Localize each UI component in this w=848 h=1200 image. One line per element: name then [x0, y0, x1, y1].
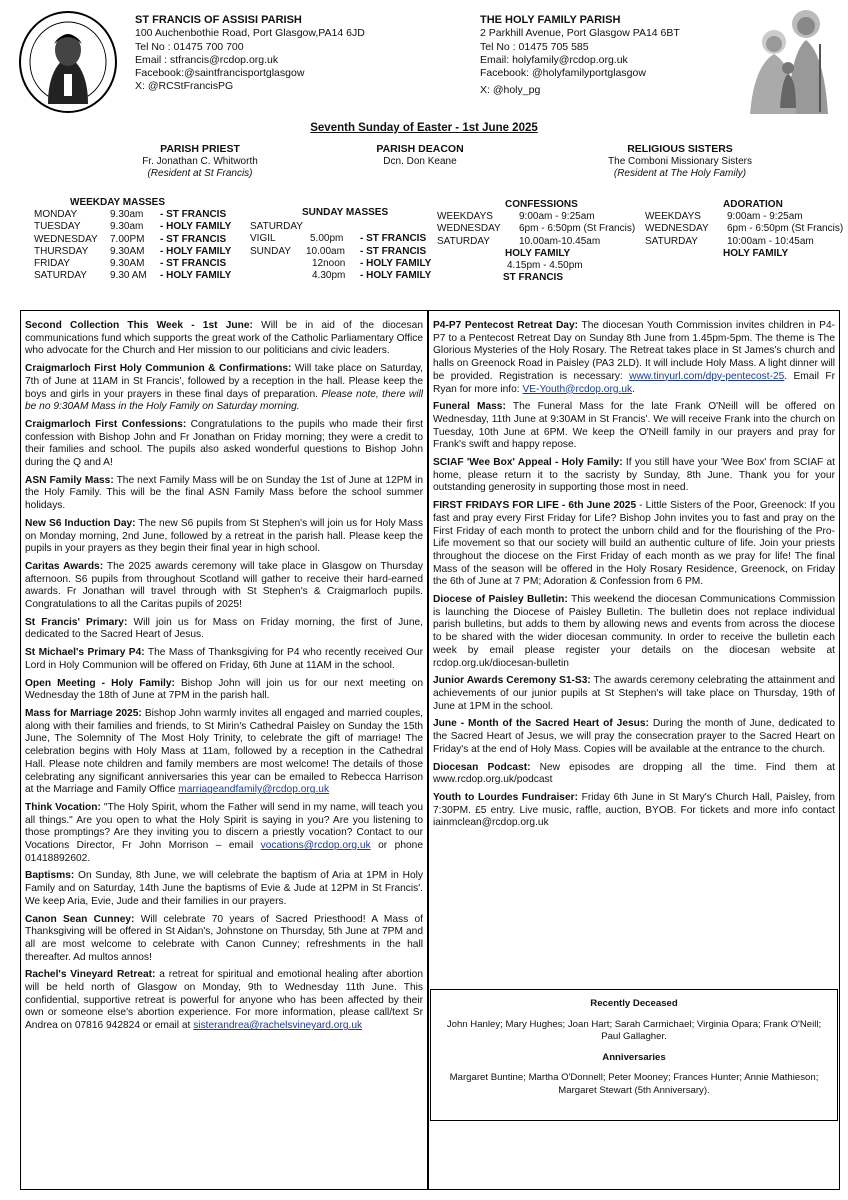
- notice-item: [433, 401, 835, 452]
- notice-item: [25, 320, 423, 358]
- notice-link[interactable]: VE-Youth@rcdop.org.uk: [522, 383, 633, 395]
- notice-item: [433, 594, 835, 670]
- left-column: [25, 320, 423, 1038]
- mass-time: 10.00am: [306, 245, 345, 257]
- weekday-day: FRIDAY: [34, 258, 70, 270]
- notice-body: Will join us for Mass on Friday morning, the first of June, dedicated to the Sacred Heart of Jesus.: [25, 616, 423, 641]
- right-column: [433, 320, 835, 835]
- weekday-place: - HOLY FAMILY: [160, 245, 232, 257]
- holy-family-image: [736, 4, 836, 116]
- notice-body: Bishop John warmly invites all engaged and married couples, along with their families and friends, to St Mirin's Cathedral Paisley on Sunday the 15th June, The Solemnity of The Most Holy Trinity, to celebrate the gift of marriage! The celebration begins with Holy Mass at 11am, followed by a reception in the Cathedral Hall. Please note children and family members are most welcome! The details of those celebrating any significant anniversaries this year can be emailed to Rebecca Harrison at the Marriage and Family Office: [25, 707, 423, 796]
- notice-body: The 2025 awards ceremony will take place in Glasgow on Thursday afternoon. S6 pupils from throughout Scotland will gather to receive their hard-earned awards. Fr Jonathan will travel through with St Stephen's & Craigmarloch pupils. Congratulations to all the Caritas pupils of 2025!: [25, 560, 423, 611]
- recent-deceased-heading: Recently Deceased: [590, 998, 678, 1009]
- weekday-row: [34, 234, 254, 246]
- notice-link[interactable]: sisterandrea@rachelsvineyard.org.uk: [193, 1020, 363, 1032]
- notice-item: [25, 708, 423, 797]
- weekday-place: - ST FRANCIS: [160, 258, 227, 270]
- notice-item: [25, 678, 423, 703]
- weekday-masses: [34, 197, 254, 282]
- notice-body: During the month of June, dedicated to the Sacred Heart of Jesus, we will pray the consecration prayer to the Sacred Heart on Friday's at the end of Holy Mass. Copies will be available at the entrance to the church.: [433, 718, 835, 755]
- anniversaries-list: Margaret Buntine; Martha O'Donnell; Peter Mooney; Frances Hunter; Annie Mathieson; Margaret Stewart (5th Anniversary).: [449, 1072, 819, 1096]
- weekday-day: MONDAY: [34, 209, 78, 221]
- parish-x: X: @holy_pg: [480, 84, 541, 97]
- sunday-label: SUNDAY: [250, 245, 291, 257]
- deacon-role: PARISH DEACON: [376, 143, 464, 155]
- mass-place: - ST FRANCIS: [360, 233, 427, 245]
- weekday-place: - ST FRANCIS: [160, 209, 227, 221]
- sunday-saturday-label: SATURDAY: [250, 221, 303, 233]
- parish-facebook: Facebook:@saintfrancisportglasgow: [135, 67, 305, 80]
- notice-title: Rachel's Vineyard Retreat:: [25, 969, 156, 981]
- conf-time: 10.00am-10.45am: [519, 235, 601, 247]
- notice-item: [25, 870, 423, 908]
- sunday-head: SUNDAY MASSES: [302, 207, 389, 218]
- notice-item: [25, 617, 423, 642]
- notice-title: FIRST FRIDAYS FOR LIFE - 6th June 2025: [433, 500, 637, 512]
- vigil-label: VIGIL: [250, 233, 276, 245]
- weekday-time: 9.30am: [110, 221, 144, 233]
- notice-after: or phone 01418892602.: [25, 840, 423, 864]
- weekday-time: 9.30AM: [110, 258, 145, 270]
- religious-sisters: [570, 143, 790, 181]
- notice-item: [25, 802, 423, 866]
- notice-body: New episodes are dropping all the time. Find them at www.rcdop.org.uk/podcast: [433, 761, 835, 786]
- conf-day: WEDNESDAY: [437, 223, 501, 235]
- weekday-head: WEEKDAY MASSES: [70, 197, 166, 208]
- notice-item: [25, 363, 423, 414]
- notice-item: [433, 675, 835, 713]
- weekday-row: [34, 246, 254, 258]
- notice-body: The next Family Mass will be on Sunday the 1st of June at 12PM in the Holy Family. This will be the final ASN Family Mass before the school summer holidays.: [25, 474, 423, 512]
- notice-title: P4-P7 Pentecost Retreat Day:: [433, 320, 579, 331]
- notice-item: [433, 500, 835, 589]
- parish-address: 100 Auchenbothie Road, Port Glasgow,PA14 6JD: [135, 27, 365, 40]
- notice-body: The Mass of Thanksgiving for P4 who recently received Our Lord in Holy Communion will be offered on Friday, 6th June at 11AM in the school.: [25, 647, 423, 671]
- adoration-time: 10:00am - 10:45am: [727, 235, 814, 247]
- weekday-row: [34, 270, 254, 282]
- weekday-row: [34, 258, 254, 270]
- adoration-day: SATURDAY: [645, 235, 698, 247]
- sisters-role: RELIGIOUS SISTERS: [627, 143, 733, 155]
- parish-name: THE HOLY FAMILY PARISH: [480, 14, 621, 26]
- notice-item: [25, 561, 423, 612]
- notice-item: [433, 792, 835, 830]
- notice-title: St Michael's Primary P4:: [25, 647, 145, 659]
- holy-family-contact: [480, 14, 740, 98]
- notice-link[interactable]: vocations@rcdop.org.uk: [260, 840, 371, 852]
- notice-title: Craigmarloch First Holy Communion & Confirmations:: [25, 363, 292, 375]
- notice-title: New S6 Induction Day:: [25, 517, 136, 529]
- notice-title: June - Month of the Sacred Heart of Jesus:: [433, 718, 649, 730]
- notice-body: Friday 6th June in St Mary's Church Hall, Paisley, from 7:30PM. £5 entry. Live music, raffle, auction, BYOB. For tickets and more info contact iainmclean@rcdop.org.uk: [433, 791, 835, 829]
- notice-after: . Email Fr Ryan for more info:: [433, 370, 835, 395]
- st-francis-contact: [135, 14, 435, 94]
- sunday-masses: [250, 207, 450, 282]
- parish-tel: Tel No : 01475 700 700: [135, 40, 244, 53]
- notice-body: This weekend the diocesan Communications Commission is launching the Diocese of Paisley Bulletin. The bulletin does not replace individual parish bulletins, but adds to them by allowing news and events from across the diocese to be shared with the wider diocesan community. In order to receive the bulletin each week by email please register your details on the diocesan website at rcdop.org.uk/diocesan-bulletin: [433, 594, 835, 669]
- weekday-row: [34, 221, 254, 233]
- priest-name: Fr. Jonathan C. Whitworth: [142, 155, 258, 167]
- notice-item: [25, 518, 423, 556]
- notice-title: Craigmarloch First Confessions:: [25, 418, 187, 430]
- weekday-time: 9.30 AM: [110, 270, 147, 282]
- priest-role: PARISH PRIEST: [160, 143, 240, 155]
- page-title: Seventh Sunday of Easter - 1st June 2025: [310, 122, 538, 134]
- conf-day: SATURDAY: [437, 235, 490, 247]
- notice-title: Diocese of Paisley Bulletin:: [433, 594, 568, 606]
- parish-address: 2 Parkhill Avenue, Port Glasgow PA14 6BT: [480, 27, 680, 40]
- parish-email: Email : stfrancis@rcdop.org.uk: [135, 53, 279, 66]
- notice-title: Funeral Mass:: [433, 401, 506, 413]
- notice-item: [433, 762, 835, 787]
- notice-title: SCIAF 'Wee Box' Appeal - Holy Family:: [433, 457, 623, 469]
- notice-item: [25, 914, 423, 965]
- notice-link[interactable]: marriageandfamily@rcdop.org.uk: [178, 784, 330, 796]
- parish-facebook: Facebook: @holyfamilyportglasgow: [480, 67, 646, 80]
- notice-title: Baptisms:: [25, 870, 75, 882]
- notice-item: [25, 419, 423, 470]
- weekday-place: - HOLY FAMILY: [160, 270, 232, 282]
- mass-place: - HOLY FAMILY: [360, 257, 432, 269]
- adoration-day: WEEKDAYS: [645, 211, 701, 223]
- notice-item: [25, 647, 423, 672]
- deceased-box: [430, 989, 838, 1121]
- mass-time: 12noon: [312, 257, 346, 269]
- mass-place: - HOLY FAMILY: [360, 270, 432, 282]
- notice-title: Youth to Lourdes Fundraiser:: [433, 791, 578, 803]
- parish-priest: [100, 143, 300, 181]
- notice-title: Open Meeting - Holy Family:: [25, 677, 175, 689]
- recent-deceased-list: John Hanley; Mary Hughes; Joan Hart; Sarah Carmichael; Virginia Opara; Frank O'Neill; Paul Gallagher.: [446, 1018, 822, 1042]
- weekday-row: [34, 209, 254, 221]
- st-francis-logo: [18, 8, 118, 114]
- mass-place: - ST FRANCIS: [360, 245, 427, 257]
- notice-item: [25, 969, 423, 1033]
- parish-name: ST FRANCIS OF ASSISI PARISH: [135, 14, 302, 26]
- notice-body: "The Holy Spirit, whom the Father will send in my name, will teach you all things." Are you open to what the Holy Spirit is saying in you? Are you listening to those promptings? Are they inviting you to discern a priestly vocation? Contact to our Vocations Director, Fr John Morrison – email: [25, 801, 423, 852]
- priest-note: (Resident at St Francis): [147, 168, 253, 179]
- notice-body: On Sunday, 8th June, we will celebrate the baptism of Aria at 1PM in Holy Family and on Saturday, 14th June the baptisms of Evie & Jude at 12PM in St Francis'. We keep Aria, Evie, Jude and their families in our prayers.: [25, 870, 423, 907]
- confessions: [437, 199, 647, 284]
- conf-hf: HOLY FAMILY: [505, 247, 571, 259]
- parish-deacon: [330, 143, 510, 168]
- adoration-day: WEDNESDAY: [645, 223, 709, 235]
- notice-title: Think Vocation:: [25, 801, 101, 813]
- adoration: [645, 199, 845, 260]
- notice-title: Caritas Awards:: [25, 560, 104, 572]
- adoration-head: ADORATION: [723, 199, 783, 210]
- conf-time: 6pm - 6:50pm (St Francis): [519, 223, 636, 235]
- notice-after: .: [632, 383, 635, 395]
- notice-title: Second Collection This Week - 1st June:: [25, 320, 253, 331]
- notice-body: The diocesan Youth Commission invites children in P4-P7 to a Pentecost Retreat Day on Sunday 8th June from 1.45pm-5pm. The theme is The Glorious Mysteries of the Holy Rosary. The Retreat takes place in St James's church and halls on Greenock Road in Paisley (PA3 2LD). It will include Holy Mass. A light dinner will be provided. Registration is necessary:: [433, 320, 836, 382]
- conf-sf: ST FRANCIS: [503, 272, 563, 284]
- mass-time: 4.30pm: [312, 270, 346, 282]
- conf-day: WEEKDAYS: [437, 211, 493, 223]
- notice-link[interactable]: www.tinyurl.com/dpy-pentecost-25: [629, 370, 785, 382]
- notice-item: [25, 475, 423, 513]
- notice-body: Will be in aid of the diocesan communications fund which supports the great work of the Catholic Parliamentary Office who advocate for the Church and Her mission to our politicians and civic leaders.: [25, 320, 423, 357]
- notice-body: The Funeral Mass for the late Frank O'Neill will be offered on Wednesday, 11th June at 9:30AM in St Francis'. We will receive Frank into the church on Tuesday, 10th June at 6PM. We keep the O'Neill family in our prayers and pray for Frank's swift and happy repose.: [433, 401, 835, 451]
- notice-body: Will celebrate 70 years of Sacred Priesthood! A Mass of Thanksgiving will be offered in St Aidan's, Johnstone on Thursday, 5th June at 7PM and all are most welcome to celebrate with Canon Cunney; refreshments in the hall thereafter. Ad multos annos!: [25, 913, 423, 963]
- deacon-name: Dcn. Don Keane: [383, 155, 457, 167]
- adoration-hf: HOLY FAMILY: [723, 247, 789, 259]
- weekday-time: 7.00PM: [110, 233, 145, 245]
- adoration-time: 6pm - 6:50pm (St Francis): [727, 223, 844, 235]
- weekday-day: TUESDAY: [34, 221, 81, 233]
- notice-body: If you still have your 'Wee Box' from SCIAF at home, please return it to the sacristy by Sunday, 8th June. Thank you for your outstanding generosity in supporting those most in need.: [433, 457, 836, 494]
- conf-hf-time: 4.15pm - 4.50pm: [507, 260, 583, 272]
- notice-title: ASN Family Mass:: [25, 474, 114, 486]
- notice-item: [433, 457, 835, 495]
- notice-body: - Little Sisters of the Poor, Greenock: If you fast and pray every First Friday for Life? Bishop John invites you to fast and pray on the First Friday of each month to protect the unborn child and for the flourishing of the Pro-Life movement so that our society will build an authentic culture of life. Join your priests throughout the diocese on the First Friday of each month as we pray for life! The final Mass of the season will be offered in the Holy Rosary Residence, Greenock, on Friday the 6th of June at 7 PM; Adoration & Confession from 6 PM.: [433, 500, 835, 588]
- notice-title: Canon Sean Cunney:: [25, 913, 135, 925]
- mass-time: 5.00pm: [310, 233, 344, 245]
- weekday-place: - ST FRANCIS: [160, 233, 227, 245]
- parish-x: X: @RCStFrancisPG: [135, 80, 234, 93]
- notice-body: Bishop John will join us for our next meeting on Wednesday the 18th of June at 7PM in the parish hall.: [25, 677, 423, 702]
- sisters-name: The Comboni Missionary Sisters: [608, 155, 752, 167]
- conf-time: 9:00am - 9:25am: [519, 211, 595, 223]
- notice-title: St Francis' Primary:: [25, 616, 128, 628]
- notice-body: Will take place on Saturday, 7th of June at 11AM in St Francis', followed by a reception in the hall. Please keep the boys and girls in your prayers in these final days of preparation.: [25, 363, 423, 400]
- anniversaries-heading: Anniversaries: [602, 1051, 666, 1063]
- notice-title: Diocesan Podcast:: [433, 761, 531, 773]
- weekday-time: 9.30AM: [110, 245, 145, 257]
- notice-item: [433, 718, 835, 756]
- weekday-place: - HOLY FAMILY: [160, 221, 232, 233]
- weekday-day: WEDNESDAY: [34, 233, 98, 245]
- weekday-time: 9.30am: [110, 209, 144, 221]
- parish-tel: Tel No : 01475 705 585: [480, 40, 589, 53]
- notice-body: a retreat for spiritual and emotional healing after abortion will be held north of Glasgow on Monday, 9th to Wednesday 11th June. This confidential, supportive retreat is powerful for anyone who has been affected by their own or someone else's abortion experience. For more information, please call/text Sr Andrea on 07816 942824 or email at: [25, 969, 423, 1032]
- notice-body: The new S6 pupils from St Stephen's will join us for Holy Mass on Monday morning, 2nd June, followed by a retreat in the parish hall. Please keep the pupils in your prayers as they begin their final year in high school.: [25, 517, 423, 555]
- weekday-day: THURSDAY: [34, 245, 89, 257]
- sisters-note: (Resident at The Holy Family): [613, 168, 747, 179]
- confessions-head: CONFESSIONS: [505, 199, 578, 210]
- adoration-time: 9:00am - 9:25am: [727, 211, 803, 223]
- notice-title: Mass for Marriage 2025:: [25, 707, 142, 719]
- notice-body: The awards ceremony celebrating the attainment and achievements of our junior pupils at St Stephen's will take place on Thursday, 19th of June at 1PM in the school.: [433, 675, 835, 712]
- parish-email: Email: holyfamily@rcdop.org.uk: [480, 53, 628, 66]
- notice-item: [433, 320, 835, 396]
- weekday-day: SATURDAY: [34, 270, 87, 282]
- notice-title: Junior Awards Ceremony S1-S3:: [433, 675, 591, 687]
- notice-body: Congratulations to the pupils who made their first confession with Bishop John and Fr Jonathan on Friday morning; they were a credit to their families and school. The pupils also asked wonderful questions to Bishop John during the Q and A!: [25, 418, 423, 469]
- notice-italic: Please note, there will be no 9:30AM Mass in the Holy Family on Saturday morning.: [25, 388, 423, 413]
